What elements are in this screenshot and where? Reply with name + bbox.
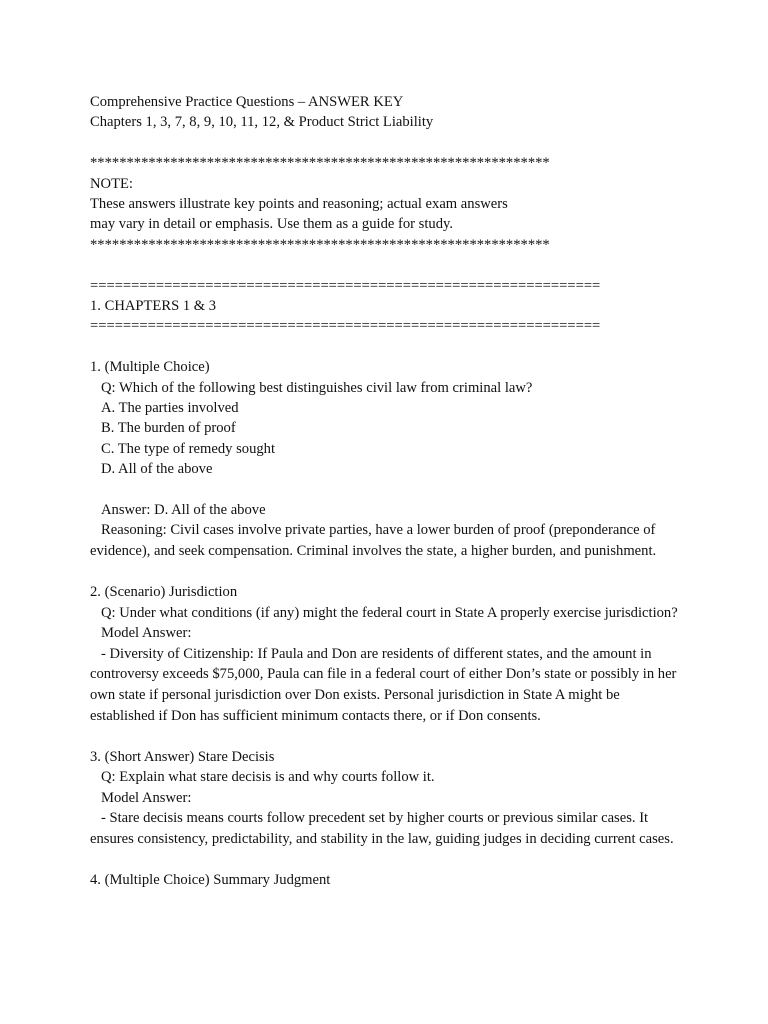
q3-question: Q: Explain what stare decisis is and why courts follow it.: [101, 769, 435, 786]
spacer: [90, 255, 680, 275]
q2-model-answer: [90, 644, 680, 727]
spacer: [90, 850, 680, 870]
note-label: NOTE:: [90, 175, 133, 192]
spacer: [90, 133, 680, 153]
document-subtitle: Chapters 1, 3, 7, 8, 9, 10, 11, 12, & Product Strict Liability: [90, 114, 434, 131]
section-divider-bottom: ==============================================================: [90, 318, 601, 335]
q2-question-text: Q: Under what conditions (if any) might the federal court in State A properly exercise jurisdiction?: [101, 604, 678, 621]
spacer: [90, 562, 680, 582]
q1-question: Q: Which of the following best distinguishes civil law from criminal law?: [101, 379, 533, 396]
spacer: [90, 480, 680, 500]
q1-option-a: A. The parties involved: [101, 400, 239, 417]
q1-heading: 1. (Multiple Choice): [90, 359, 210, 376]
spacer: [90, 337, 680, 357]
spacer: [90, 727, 680, 747]
q3-model-label: Model Answer:: [101, 789, 192, 806]
q1-option-d: D. All of the above: [101, 461, 213, 478]
q1-option-b: B. The burden of proof: [101, 420, 236, 437]
q3-model-answer-text: - Stare decisis means courts follow precedent set by higher courts or previous similar cases. It ensures consistency, predictability, and stability in the law, guiding judges in deciding current cases.: [90, 810, 674, 847]
q2-heading: 2. (Scenario) Jurisdiction: [90, 584, 238, 601]
q1-option-c: C. The type of remedy sought: [101, 440, 276, 457]
document-page: [90, 92, 680, 890]
note-divider-bottom: ***************************************************************: [90, 236, 550, 253]
q4-heading: 4. (Multiple Choice) Summary Judgment: [90, 872, 331, 888]
q3-model-answer: [90, 808, 680, 849]
section-heading: 1. CHAPTERS 1 & 3: [90, 298, 217, 315]
note-line-2: may vary in detail or emphasis. Use them as a guide for study.: [90, 216, 453, 233]
section-divider-top: ==============================================================: [90, 277, 601, 294]
q1-answer: Answer: D. All of the above: [101, 502, 266, 519]
q2-model-label: Model Answer:: [101, 625, 192, 642]
q2-model-answer-text: - Diversity of Citizenship: If Paula and Don are residents of different states, and the amount in controversy exceeds $75,000, Paula can file in a federal court of either Don’s state or possibly in her own state if personal jurisdiction over Don exists. Personal jurisdiction in State A might be established if Don has sufficient minimum contacts there, or if Don consents.: [90, 645, 677, 724]
q1-reasoning: [90, 520, 680, 561]
q1-reasoning-text: Reasoning: Civil cases involve private parties, have a lower burden of proof (preponderance of evidence), and seek compensation. Criminal involves the state, a higher burden, and punishment.: [90, 522, 657, 560]
document-title: Comprehensive Practice Questions – ANSWER KEY: [90, 94, 404, 110]
q3-heading: 3. (Short Answer) Stare Decisis: [90, 748, 275, 765]
note-divider-top: ***************************************************************: [90, 155, 550, 172]
note-line-1: These answers illustrate key points and reasoning; actual exam answers: [90, 196, 508, 213]
q2-question: [90, 603, 680, 624]
